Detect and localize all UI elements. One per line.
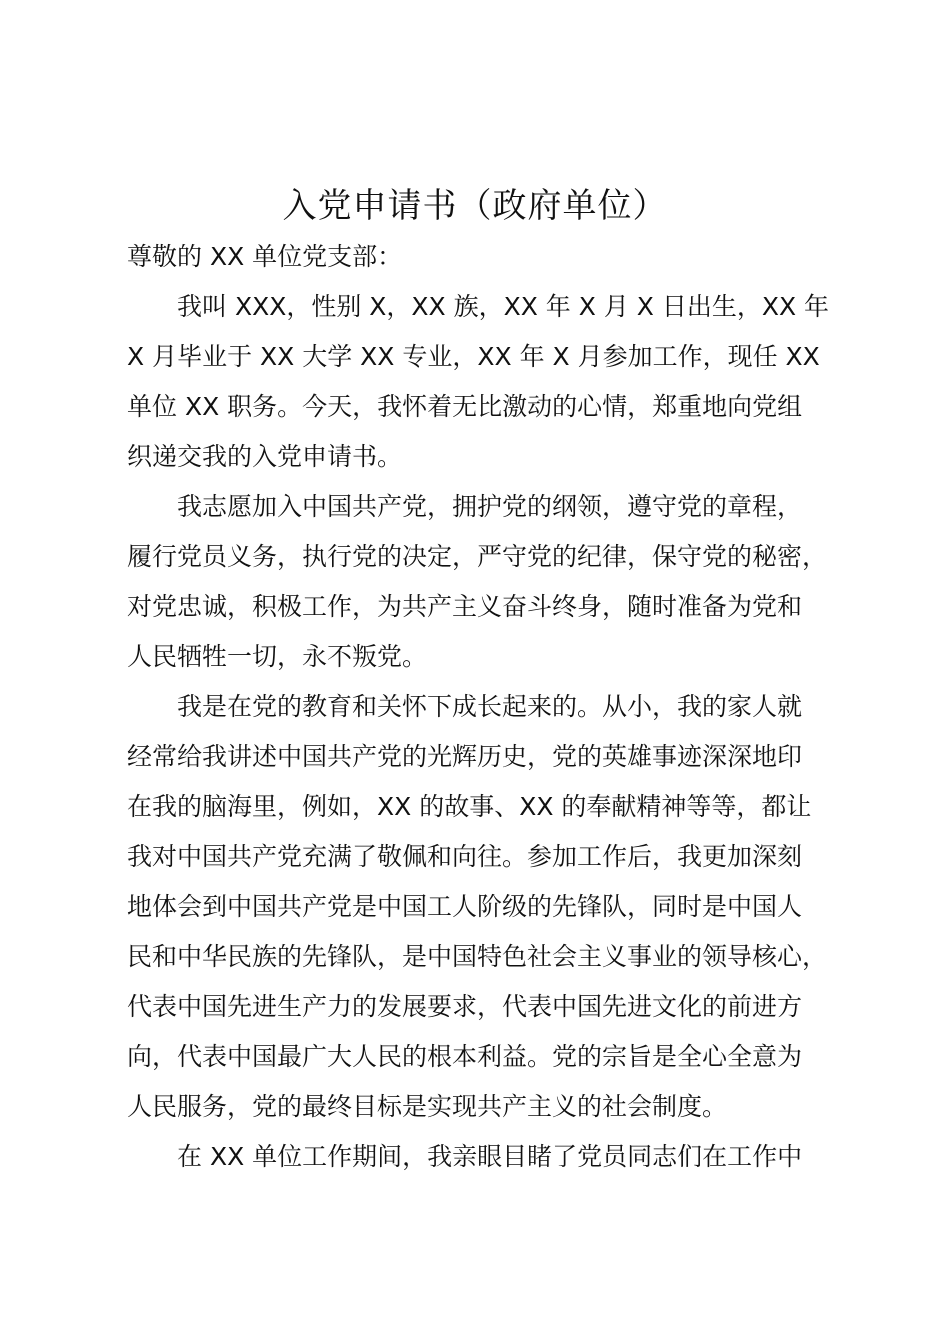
paragraph-3-line-5: 地体会到中国共产党是中国工人阶级的先锋队，同时是中国人: [127, 892, 803, 921]
paragraph-3-line-6: 民和中华民族的先锋队，是中国特色社会主义事业的领导核心，: [127, 942, 828, 971]
paragraph-4-line-1: 在 XX 单位工作期间，我亲眼目睹了党员同志们在工作中: [127, 1142, 803, 1171]
document-body: [127, 232, 857, 1182]
paragraph-2-line-2: 履行党员义务，执行党的决定，严守党的纪律，保守党的秘密，: [127, 542, 828, 571]
paragraph-1-line-2: X 月毕业于 XX 大学 XX 专业，XX 年 X 月参加工作，现任 XX: [127, 342, 820, 371]
paragraph-1-line-4: 织递交我的入党申请书。: [127, 442, 403, 471]
paragraph-3-line-8: 向，代表中国最广大人民的根本利益。党的宗旨是全心全意为: [127, 1042, 803, 1071]
paragraph-2-line-3: 对党忠诚，积极工作，为共产主义奋斗终身，随时准备为党和: [127, 592, 803, 621]
paragraph-2-line-4: 人民牺牲一切，永不叛党。: [127, 642, 428, 671]
paragraph-1-line-3: 单位 XX 职务。今天，我怀着无比激动的心情，郑重地向党组: [127, 392, 803, 421]
paragraph-3-line-9: 人民服务，党的最终目标是实现共产主义的社会制度。: [127, 1092, 728, 1121]
paragraph-3-line-4: 我对中国共产党充满了敬佩和向往。参加工作后，我更加深刻: [127, 842, 803, 871]
paragraph-3-line-3: 在我的脑海里，例如，XX 的故事、XX 的奉献精神等等，都让: [127, 792, 812, 821]
paragraph-2-line-1: 我志愿加入中国共产党，拥护党的纲领，遵守党的章程，: [127, 492, 803, 521]
paragraph-3-line-2: 经常给我讲述中国共产党的光辉历史，党的英雄事迹深深地印: [127, 742, 803, 771]
document-title: 入党申请书（政府单位）: [282, 186, 668, 226]
paragraph-1-line-1: 我叫 XXX，性别 X，XX 族，XX 年 X 月 X 日出生，XX 年: [127, 292, 830, 321]
paragraph-3-line-7: 代表中国先进生产力的发展要求，代表中国先进文化的前进方: [127, 992, 803, 1021]
paragraph-3-line-1: 我是在党的教育和关怀下成长起来的。从小，我的家人就: [127, 692, 803, 721]
salutation-line: 尊敬的 XX 单位党支部：: [127, 242, 403, 271]
